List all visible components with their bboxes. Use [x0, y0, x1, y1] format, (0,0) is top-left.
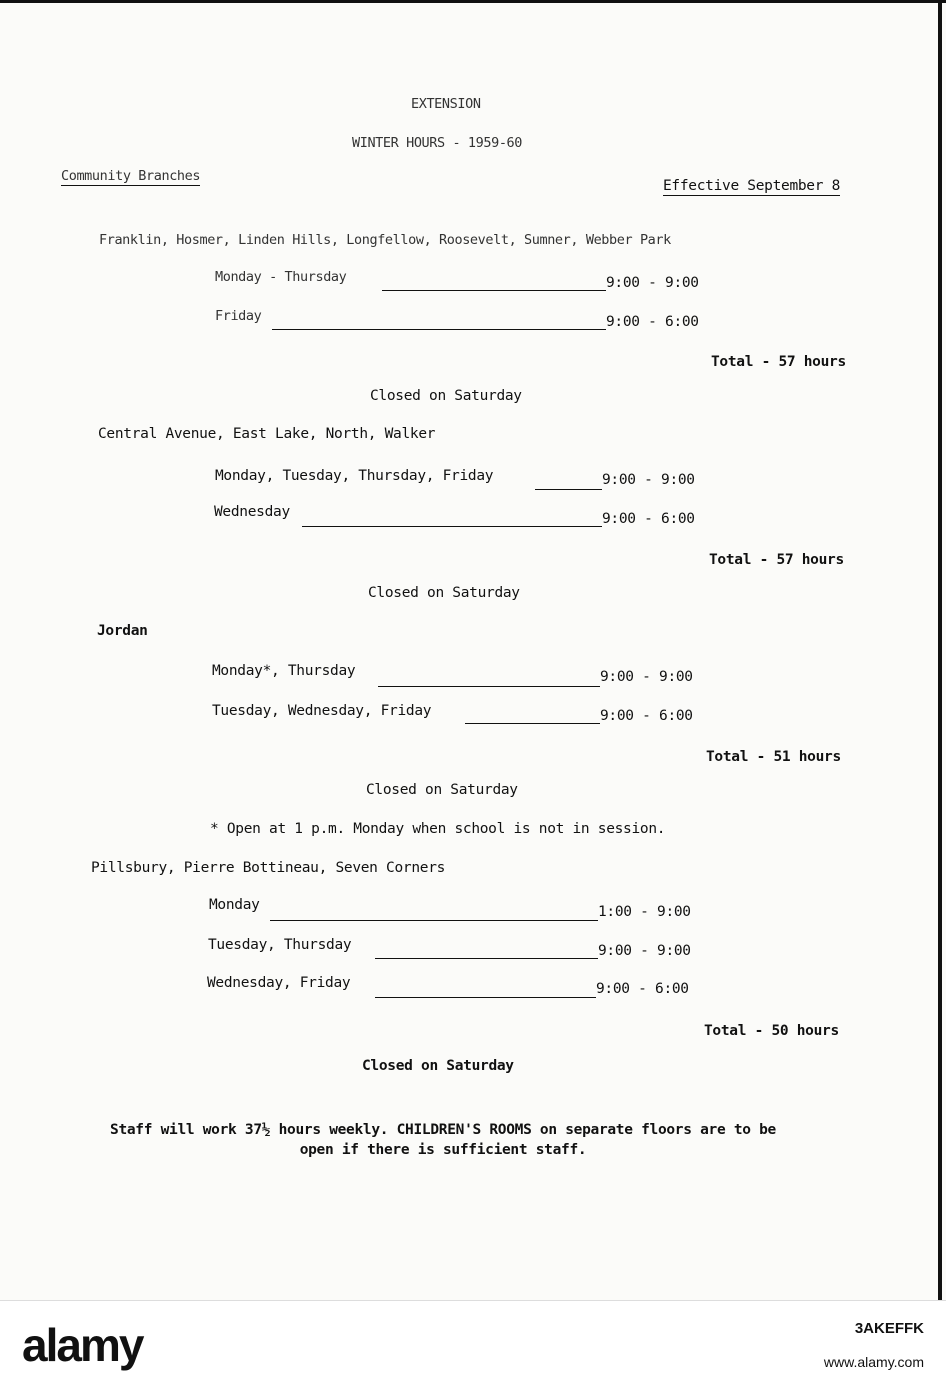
community-branches-label: Community Branches	[61, 168, 201, 184]
group-4-total: Total - 50 hours	[704, 1023, 839, 1039]
leader-line	[465, 723, 600, 724]
group-1-closed: Closed on Saturday	[370, 388, 522, 404]
group-4-row-2-days: Tuesday, Thursday	[208, 937, 352, 953]
staff-note	[48, 1120, 838, 1160]
group-3-total: Total - 51 hours	[706, 749, 841, 765]
staff-note-line-1: Staff will work 37½ hours weekly. CHILDREN'S ROOMS on separate floors are to be	[110, 1122, 776, 1138]
leader-line	[535, 489, 602, 490]
group-4-row-3-hours: 9:00 - 6:00	[596, 981, 689, 997]
group-2-branches: Central Avenue, East Lake, North, Walker	[98, 426, 436, 442]
group-3-row-1-days: Monday*, Thursday	[212, 663, 356, 679]
group-3-row-2-hours: 9:00 - 6:00	[600, 708, 693, 724]
staff-note-line-2: open if there is sufficient staff.	[299, 1142, 587, 1158]
group-4-branches: Pillsbury, Pierre Bottineau, Seven Corners	[91, 860, 446, 876]
doc-subtitle: WINTER HOURS - 1959-60	[352, 135, 523, 151]
group-3-closed: Closed on Saturday	[366, 782, 518, 798]
group-1-total: Total - 57 hours	[711, 354, 846, 370]
group-2-closed: Closed on Saturday	[368, 585, 520, 601]
group-4-row-3-days: Wednesday, Friday	[207, 975, 351, 991]
group-2-row-1-hours: 9:00 - 9:00	[602, 472, 695, 488]
group-1-row-2-days: Friday	[215, 308, 262, 324]
group-3-branches: Jordan	[97, 623, 148, 639]
watermark-logo: alamy	[22, 1319, 143, 1371]
leader-line	[375, 958, 598, 959]
leader-line	[270, 920, 598, 921]
group-4-closed: Closed on Saturday	[362, 1058, 514, 1074]
leader-line	[375, 997, 596, 998]
leader-line	[378, 686, 600, 687]
watermark-site: www.alamy.com	[823, 1354, 924, 1370]
doc-title: EXTENSION	[411, 96, 481, 112]
group-4-row-1-days: Monday	[209, 897, 260, 913]
group-3-row-2-days: Tuesday, Wednesday, Friday	[212, 703, 432, 719]
group-4-row-1-hours: 1:00 - 9:00	[598, 904, 691, 920]
group-3-footnote: * Open at 1 p.m. Monday when school is not in session.	[210, 821, 666, 837]
group-1-branches: Franklin, Hosmer, Linden Hills, Longfellow, Roosevelt, Sumner, Webber Park	[99, 232, 671, 248]
effective-date: Effective September 8	[663, 178, 841, 194]
group-1-row-2-hours: 9:00 - 6:00	[606, 314, 699, 330]
leader-line	[302, 526, 602, 527]
group-2-total: Total - 57 hours	[709, 552, 844, 568]
image-id: 3AKEFFK	[854, 1320, 924, 1337]
leader-line	[382, 290, 606, 291]
group-1-row-1-hours: 9:00 - 9:00	[606, 275, 699, 291]
leader-line	[272, 329, 606, 330]
group-2-row-1-days: Monday, Tuesday, Thursday, Friday	[215, 468, 494, 484]
group-2-row-2-days: Wednesday	[214, 504, 290, 520]
group-1-row-1-days: Monday - Thursday	[215, 269, 347, 285]
group-4-row-2-hours: 9:00 - 9:00	[598, 943, 691, 959]
group-2-row-2-hours: 9:00 - 6:00	[602, 511, 695, 527]
group-3-row-1-hours: 9:00 - 9:00	[600, 669, 693, 685]
